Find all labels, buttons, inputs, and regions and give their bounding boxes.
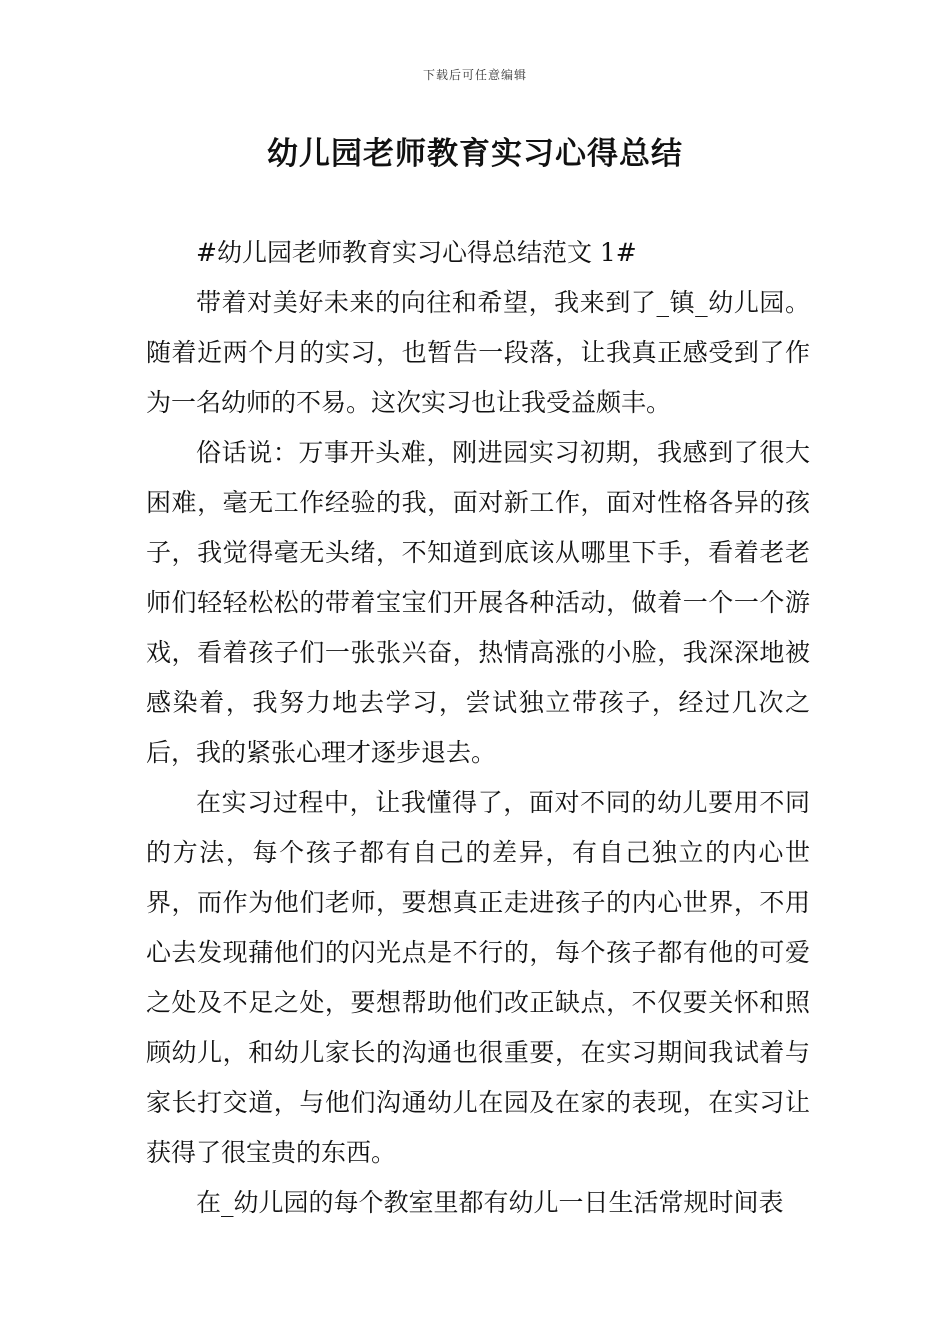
header-note: 下载后可任意编辑 bbox=[422, 68, 527, 82]
document-title: 幼儿园老师教育实习心得总结 bbox=[267, 136, 683, 172]
paragraph-1: 带着对美好未来的向往和希望，我来到了_镇_幼儿园。随着近两个月的实习，也暂告一段落，让我真正感受到了作为一名幼师的不易。这次实习也让我受益颇丰。 bbox=[146, 288, 810, 417]
paragraph-2: 俗话说：万事开头难，刚进园实习初期，我感到了很大困难，毫无工作经验的我，面对新工作，面对性格各异的孩子，我觉得毫无头绪，不知道到底该从哪里下手，看着老老师们轻轻松松的带着宝宝们开展各种活动，做着一个一个游戏，看着孩子们一张张兴奋，热情高涨的小脸，我深深地被感染着，我努力地去学习，尝试独立带孩子，经过几次之后，我的紧张心理才逐步退去。 bbox=[146, 438, 810, 767]
paragraph-subtitle: #幼儿园老师教育实习心得总结范文 1# bbox=[196, 238, 637, 267]
document-body bbox=[146, 228, 810, 1228]
paragraph-3: 在实习过程中，让我懂得了，面对不同的幼儿要用不同的方法，每个孩子都有自己的差异，有自己独立的内心世界，而作为他们老师，要想真正走进孩子的内心世界，不用心去发现蒱他们的闪光点是不行的，每个孩子都有他的可爱之处及不足之处，要想帮助他们改正缺点，不仅要关怀和照顾幼儿，和幼儿家长的沟通也很重要，在实习期间我试着与家长打交道，与他们沟通幼儿在园及在家的表现，在实习让获得了很宝贵的东西。 bbox=[146, 788, 810, 1167]
paragraph-4: 在_幼儿园的每个教室里都有幼儿一日生活常规时间表 bbox=[196, 1188, 784, 1217]
